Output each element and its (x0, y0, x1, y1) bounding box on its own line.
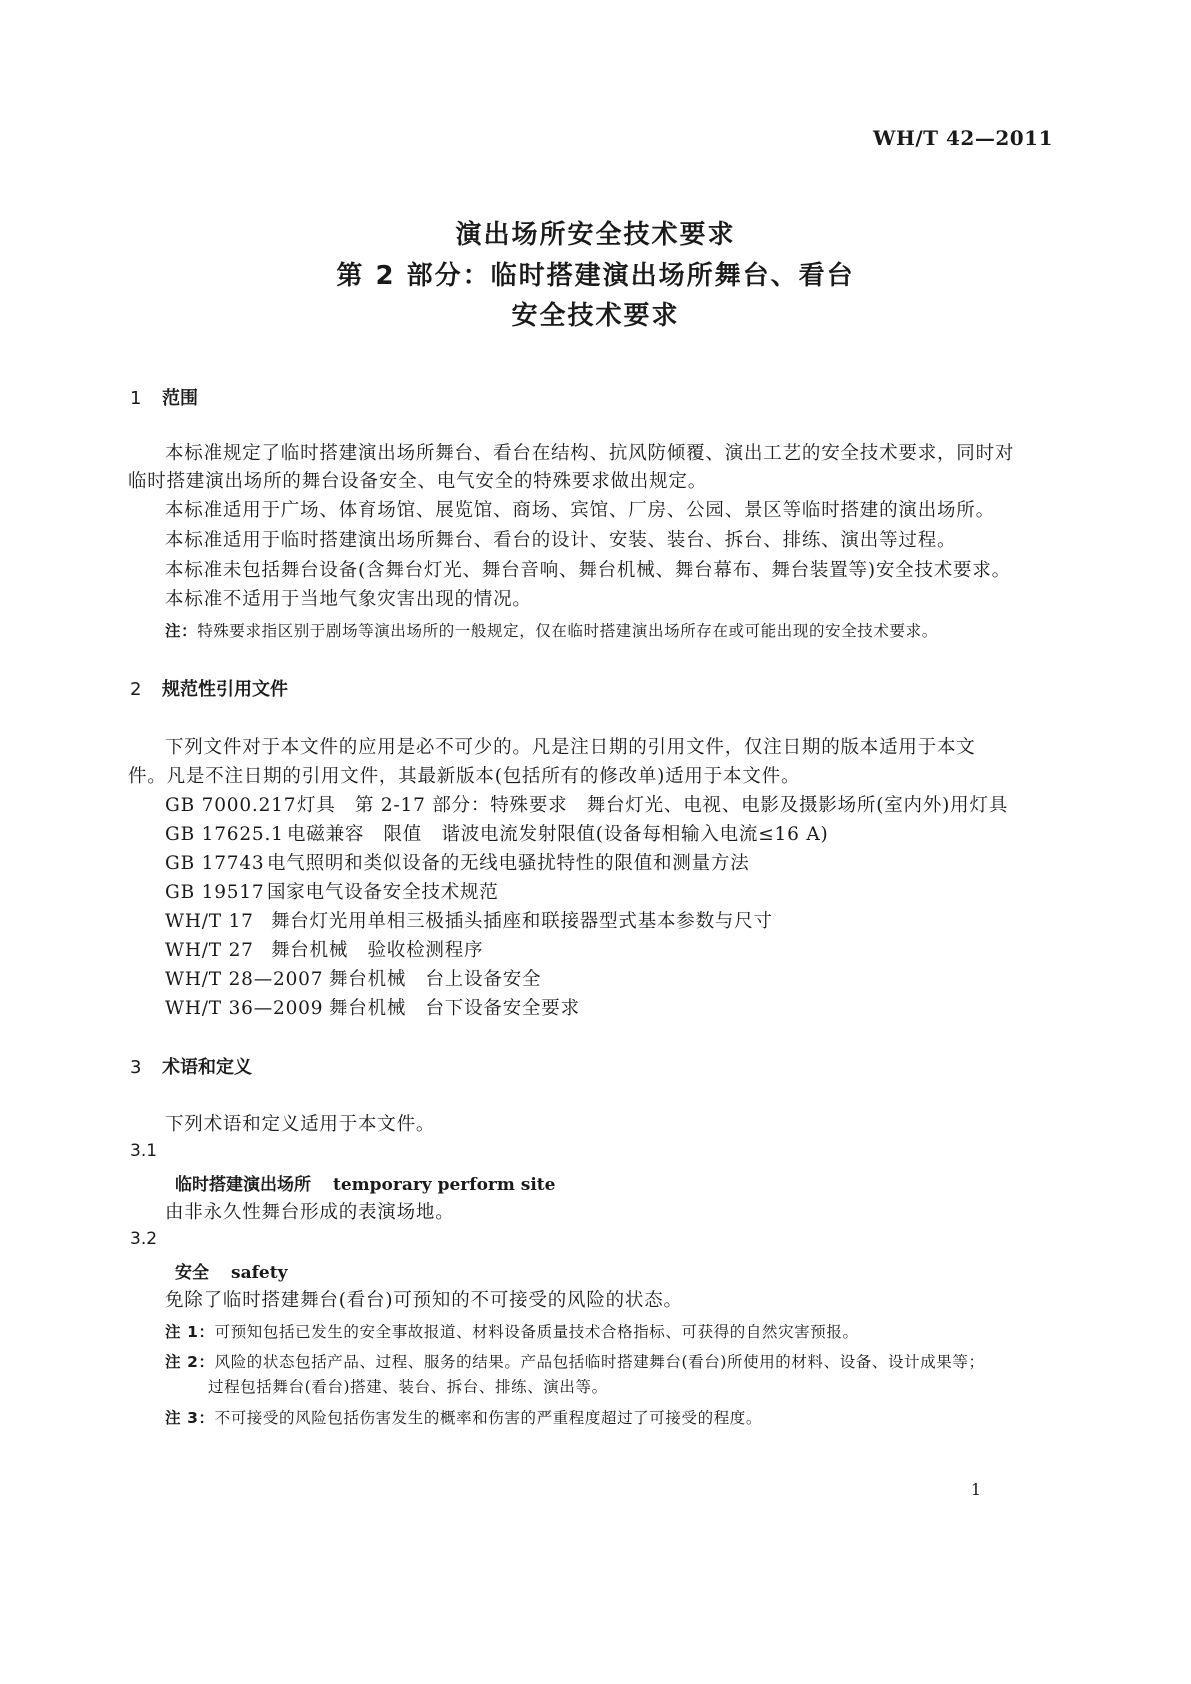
note-label: 注 3： (165, 1409, 215, 1427)
term-definition: 免除了临时搭建舞台(看台)可预知的不可接受的风险的状态。 (165, 1290, 683, 1311)
reference-title: 电磁兼容 限值 谐波电流发射限值(设备每相输入电流≤16 A) (287, 824, 829, 845)
term-heading (175, 1170, 555, 1195)
section-1-paragraph-5: 本标准不适用于当地气象灾害出现的情况。 (165, 589, 532, 610)
term-note (165, 1406, 762, 1428)
reference-code: WH/T 17 (165, 911, 254, 932)
note-text: 特殊要求指区别于剧场等演出场所的一般规定，仅在临时搭建演出场所存在或可能出现的安全技术要求。 (197, 622, 938, 640)
reference-title: 舞台机械 验收检测程序 (271, 940, 484, 961)
reference-item (165, 965, 541, 991)
reference-code: WH/T 27 (165, 940, 254, 961)
term-number: 3.2 (130, 1229, 158, 1249)
term-english: temporary perform site (333, 1175, 556, 1195)
section-1-paragraph-4: 本标准未包括舞台设备(含舞台灯光、舞台音响、舞台机械、舞台幕布、舞台装置等)安全技术要求。 (165, 560, 1011, 581)
document-title-line1: 演出场所安全技术要求 (455, 220, 736, 250)
reference-title: 国家电气设备安全技术规范 (267, 882, 499, 903)
reference-code: GB 7000.217 (165, 795, 297, 816)
standard-code: WH/T 42—2011 (872, 126, 1053, 150)
term-note (165, 1320, 859, 1342)
section-title: 术语和定义 (162, 1057, 252, 1078)
note-label: 注 1： (165, 1323, 215, 1341)
section-1-heading (130, 384, 198, 410)
reference-code: WH/T 28—2007 (165, 969, 324, 990)
reference-title: 电气照明和类似设备的无线电骚扰特性的限值和测量方法 (267, 853, 750, 874)
term-english: safety (231, 1263, 288, 1283)
reference-title: 灯具 第 2-17 部分：特殊要求 舞台灯光、电视、电影及摄影场所(室内外)用灯具 (297, 795, 1009, 816)
term-definition: 由非永久性舞台形成的表演场地。 (165, 1202, 455, 1223)
term-number: 3.1 (130, 1141, 158, 1161)
reference-item (165, 791, 1008, 817)
page-number: 1 (970, 1480, 981, 1499)
reference-item (165, 936, 483, 962)
reference-title: 舞台灯光用单相三极插头插座和联接器型式基本参数与尺寸 (271, 911, 773, 932)
section-number: 2 (130, 679, 142, 700)
reference-item (165, 878, 499, 904)
note-label: 注： (165, 622, 198, 640)
term-note-cont: 过程包括舞台(看台)搭建、装台、拆台、排练、演出等。 (208, 1378, 608, 1396)
note-text: 可预知包括已发生的安全事故报道、材料设备质量技术合格指标、可获得的自然灾害预报。 (214, 1323, 859, 1341)
reference-title: 舞台机械 台上设备安全 (329, 969, 542, 990)
reference-item (165, 849, 750, 875)
section-2-heading (130, 675, 288, 701)
term-note (165, 1350, 985, 1372)
section-title: 规范性引用文件 (162, 679, 288, 700)
section-number: 1 (130, 388, 142, 409)
reference-code: WH/T 36—2009 (165, 998, 324, 1019)
note-text: 不可接受的风险包括伤害发生的概率和伤害的严重程度超过了可接受的程度。 (214, 1409, 762, 1427)
reference-code: GB 19517 (165, 882, 265, 903)
term-heading (175, 1258, 287, 1283)
note-text: 风险的状态包括产品、过程、服务的结果。产品包括临时搭建舞台(看台)所使用的材料、设备、设计成果等； (214, 1353, 985, 1371)
reference-item (165, 820, 829, 846)
section-2-intro: 下列文件对于本文件的应用是必不可少的。凡是注日期的引用文件，仅注日期的版本适用于本文 (165, 737, 976, 758)
document-title-line2: 第 2 部分：临时搭建演出场所舞台、看台 (336, 261, 855, 291)
section-3-heading (130, 1053, 252, 1079)
section-1-note (165, 619, 938, 641)
section-1-paragraph-3: 本标准适用于临时搭建演出场所舞台、看台的设计、安装、装台、拆台、排练、演出等过程。 (165, 530, 957, 551)
term-chinese: 安全 (175, 1263, 209, 1283)
section-2-intro-cont: 件。凡是不注日期的引用文件，其最新版本(包括所有的修改单)适用于本文件。 (128, 766, 801, 787)
section-1-paragraph-1-cont: 临时搭建演出场所的舞台设备安全、电气安全的特殊要求做出规定。 (128, 471, 708, 492)
reference-code: GB 17743 (165, 853, 265, 874)
section-number: 3 (130, 1057, 142, 1078)
reference-title: 舞台机械 台下设备安全要求 (329, 998, 580, 1019)
reference-item (165, 994, 580, 1020)
section-title: 范围 (162, 388, 198, 409)
document-title-line3: 安全技术要求 (511, 301, 680, 331)
section-3-intro: 下列术语和定义适用于本文件。 (165, 1114, 436, 1135)
note-label: 注 2： (165, 1353, 215, 1371)
reference-code: GB 17625.1 (165, 824, 284, 845)
reference-item (165, 907, 773, 933)
term-chinese: 临时搭建演出场所 (175, 1175, 311, 1195)
section-1-paragraph-2: 本标准适用于广场、体育场馆、展览馆、商场、宾馆、厂房、公园、景区等临时搭建的演出场所。 (165, 500, 995, 521)
section-1-paragraph-1: 本标准规定了临时搭建演出场所舞台、看台在结构、抗风防倾覆、演出工艺的安全技术要求，同时对 (165, 443, 1015, 464)
